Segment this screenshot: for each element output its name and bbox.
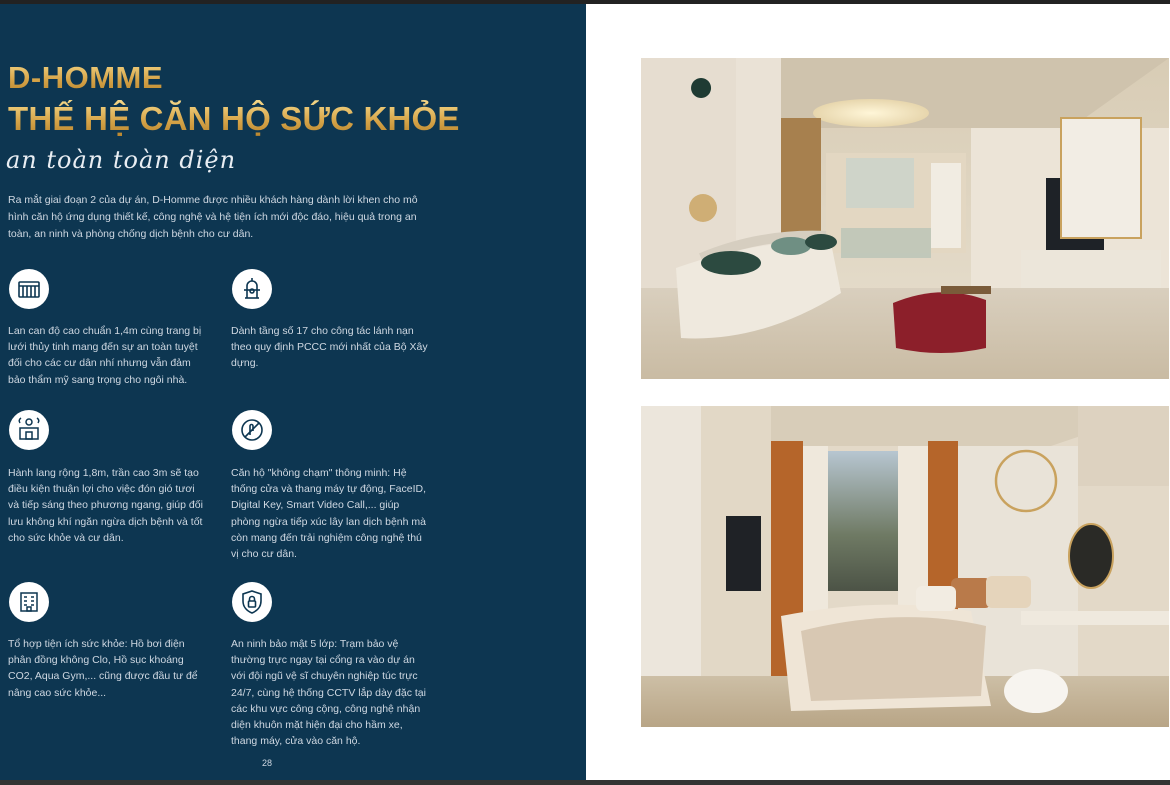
left-page — [0, 4, 586, 780]
shield-lock-icon — [232, 582, 272, 622]
feature-security-text: An ninh bảo mật 5 lớp: Trạm bảo vệ thường trực ngay tại cổng ra vào dự án với đội ngũ vệ sĩ chuyên nghiệp túc trực 24/7, cùng hệ thống CCTV lắp dày đặc tại các khu vực công cộng, công nghệ nhận diện khuôn mặt hiện đại cho hầm xe, thang máy, cửa vào căn hộ. — [231, 638, 426, 748]
feature-hydrant-text: Dành tầng số 17 cho công tác lánh nạn theo quy định PCCC mới nhất của Bộ Xây dựng. — [231, 325, 428, 370]
railing-icon — [9, 269, 49, 309]
page-title-line-1: D-HOMME — [8, 60, 164, 95]
script-subtitle: an toàn toàn diện — [6, 146, 237, 174]
feature-amenities-text: Tổ hợp tiện ích sức khỏe: Hồ bơi điện phân đồng không Clo, Hồ sục khoáng CO2, Aqua Gym,... cũng được đầu tư để nâng cao sức khỏe... — [8, 638, 198, 699]
right-page — [586, 4, 1170, 780]
building-icon — [9, 582, 49, 622]
living-room-photo — [641, 58, 1169, 379]
intro-paragraph: Ra mắt giai đoạn 2 của dự án, D-Homme được nhiều khách hàng dành lời khen cho mô hình căn hộ ứng dụng thiết kế, công nghệ và hệ tiện ích mới độc đáo, hiệu quả trong an toàn, an ninh và phòng chống dịch bệnh cho cư dân. — [8, 194, 418, 240]
page-title-line-2: THẾ HỆ CĂN HỘ SỨC KHỎE — [8, 100, 460, 137]
feature-corridor-text: Hành lang rộng 1,8m, trần cao 3m sẽ tạo điều kiện thuận lợi cho việc đón gió tươi và tiếp sáng theo phương ngang, giúp đối lưu không khí ngăn ngừa dịch bệnh và tốt cho sức khỏe và cư dân. — [8, 467, 203, 544]
bedroom-photo — [641, 406, 1169, 727]
bottom-edge — [0, 780, 1170, 785]
page-number: 28 — [261, 758, 272, 768]
feature-railing-text: Lan can độ cao chuẩn 1,4m cùng trang bị lưới thủy tinh mang đến sự an toàn tuyệt đối cho các cư dân nhí nhưng vẫn đảm bảo thẩm mỹ sang trọng cho ngôi nhà. — [8, 325, 202, 386]
no-touch-icon — [232, 410, 272, 450]
ventilation-icon — [9, 410, 49, 450]
fire-hydrant-icon — [232, 269, 272, 309]
feature-no-touch-text: Căn hộ "không chạm" thông minh: Hệ thống cửa và thang máy tự động, FaceID, Digital Key, Smart Video Call,... giúp phòng ngừa tiếp xúc lây lan dịch bệnh mà còn mang đến trải nghiệm công nghệ thú vị cho cư dân. — [231, 467, 426, 561]
